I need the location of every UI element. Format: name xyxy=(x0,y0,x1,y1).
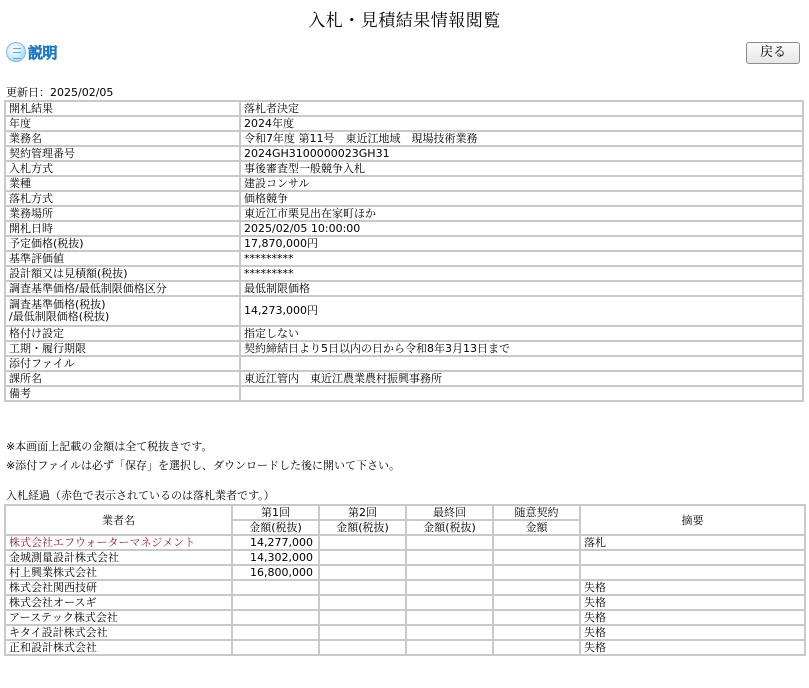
bid-round1 xyxy=(232,610,319,625)
bid-negotiated xyxy=(493,535,580,550)
bid-round2 xyxy=(319,565,406,580)
bid-negotiated xyxy=(493,595,580,610)
bid-history-table xyxy=(4,504,806,656)
bidder-name: アーステック株式会社 xyxy=(5,610,232,625)
bid-round1 xyxy=(232,580,319,595)
notes xyxy=(6,437,400,475)
info-label: 業務場所 xyxy=(5,206,240,221)
bid-row xyxy=(5,580,805,595)
bid-final xyxy=(406,580,493,595)
bidder-name: キタイ設計株式会社 xyxy=(5,625,232,640)
info-value: 指定しない xyxy=(240,326,803,341)
info-value: 最低制限価格 xyxy=(240,281,803,296)
info-value xyxy=(240,356,803,371)
bid-negotiated xyxy=(493,640,580,655)
page-title: 入札・見積結果情報閲覧 xyxy=(308,11,501,31)
info-label: 落札方式 xyxy=(5,191,240,206)
back-button[interactable]: 戻る xyxy=(746,42,800,64)
bidder-name: 株式会社関西技研 xyxy=(5,580,232,595)
bid-round2 xyxy=(319,550,406,565)
bid-final xyxy=(406,535,493,550)
info-row-bid-method xyxy=(5,161,803,176)
info-row-minimum-price xyxy=(5,296,803,326)
info-row-planned-price xyxy=(5,236,803,251)
note-tax: ※本画面上記載の金額は全て税抜きです。 xyxy=(6,440,213,453)
bid-round2 xyxy=(319,535,406,550)
info-value: 東近江管内 東近江農業農村振興事務所 xyxy=(240,371,803,386)
info-row-fiscal-year xyxy=(5,116,803,131)
bidder-name: 村上興業株式会社 xyxy=(5,565,232,580)
bidder-name: 正和設計株式会社 xyxy=(5,640,232,655)
bid-row xyxy=(5,625,805,640)
info-label xyxy=(5,296,240,326)
bid-round2 xyxy=(319,610,406,625)
header-company: 業者名 xyxy=(5,505,232,535)
bidder-name: 株式会社エフウォーターマネジメント xyxy=(5,535,232,550)
bid-negotiated xyxy=(493,610,580,625)
info-label: 調査基準価格/最低制限価格区分 xyxy=(5,281,240,296)
bid-round2 xyxy=(319,595,406,610)
help-label: 説明 xyxy=(28,43,58,62)
info-table xyxy=(4,100,804,402)
bid-history-caption: 入札経過（赤色で表示されているのは落札業者です。） xyxy=(6,489,275,502)
info-row-contract-number xyxy=(5,146,803,161)
info-value: ********* xyxy=(240,266,803,281)
info-label: 開札日時 xyxy=(5,221,240,236)
info-label: 工期・履行期限 xyxy=(5,341,240,356)
info-row-result xyxy=(5,101,803,116)
bid-remarks: 落札 xyxy=(580,535,805,550)
info-value: 価格競争 xyxy=(240,191,803,206)
bid-remarks: 失格 xyxy=(580,610,805,625)
header-round2: 第2回 xyxy=(319,505,406,520)
info-value: 17,870,000円 xyxy=(240,236,803,251)
bid-round2 xyxy=(319,580,406,595)
bidder-name: 金城測量設計株式会社 xyxy=(5,550,232,565)
header-remarks: 摘要 xyxy=(580,505,805,535)
info-label: 課所名 xyxy=(5,371,240,386)
header-final: 最終回 xyxy=(406,505,493,520)
note-attachment: ※添付ファイルは必ず「保存」を選択し、ダウンロードした後に開いて下さい。 xyxy=(6,459,400,472)
bid-round1: 14,277,000 xyxy=(232,535,319,550)
bid-round1 xyxy=(232,640,319,655)
info-value: 契約締結日より5日以内の日から令和8年3月13日まで xyxy=(240,341,803,356)
info-label: 備考 xyxy=(5,386,240,401)
bid-remarks: 失格 xyxy=(580,625,805,640)
info-value: 東近江市栗見出在家町ほか xyxy=(240,206,803,221)
bid-final xyxy=(406,625,493,640)
info-value: 14,273,000円 xyxy=(240,296,803,326)
info-row-industry xyxy=(5,176,803,191)
info-row-evaluation-value xyxy=(5,251,803,266)
info-row-opening-datetime xyxy=(5,221,803,236)
header-round1-amount: 金額(税抜) xyxy=(232,520,319,535)
info-label: 予定価格(税抜) xyxy=(5,236,240,251)
info-row-period xyxy=(5,341,803,356)
info-row-attachment xyxy=(5,356,803,371)
header-negotiated-amount: 金額 xyxy=(493,520,580,535)
header-negotiated: 随意契約 xyxy=(493,505,580,520)
info-row-design-amount xyxy=(5,266,803,281)
info-value: 2024GH3100000023GH31 xyxy=(240,146,803,161)
bid-round1 xyxy=(232,595,319,610)
bid-remarks: 失格 xyxy=(580,640,805,655)
bid-negotiated xyxy=(493,625,580,640)
bid-row xyxy=(5,550,805,565)
info-value: 落札者決定 xyxy=(240,101,803,116)
info-row-rating xyxy=(5,326,803,341)
bid-remarks: 失格 xyxy=(580,595,805,610)
bidder-name: 株式会社オースギ xyxy=(5,595,232,610)
bid-final xyxy=(406,610,493,625)
bid-row-winner xyxy=(5,535,805,550)
updated-date: 更新日：2025/02/05 xyxy=(6,86,114,99)
info-label: 年度 xyxy=(5,116,240,131)
info-row-office xyxy=(5,371,803,386)
bid-negotiated xyxy=(493,565,580,580)
info-label-line2: /最低制限価格(税抜) xyxy=(9,310,110,323)
header-round1: 第1回 xyxy=(232,505,319,520)
bid-final xyxy=(406,550,493,565)
info-value: 事後審査型一般競争入札 xyxy=(240,161,803,176)
bid-remarks: 失格 xyxy=(580,580,805,595)
bid-row xyxy=(5,595,805,610)
info-label: 設計額又は見積額(税抜) xyxy=(5,266,240,281)
header-final-amount: 金額(税抜) xyxy=(406,520,493,535)
bid-final xyxy=(406,640,493,655)
info-value: 令和7年度 第11号 東近江地域 現場技術業務 xyxy=(240,131,803,146)
bid-final xyxy=(406,595,493,610)
bid-header-row xyxy=(5,505,805,520)
info-label: 添付ファイル xyxy=(5,356,240,371)
bid-round1: 16,800,000 xyxy=(232,565,319,580)
document-icon xyxy=(6,42,26,62)
info-row-location xyxy=(5,206,803,221)
bid-round2 xyxy=(319,640,406,655)
bid-round1 xyxy=(232,625,319,640)
help-link[interactable] xyxy=(6,41,57,63)
info-value: 建設コンサル xyxy=(240,176,803,191)
info-row-award-method xyxy=(5,191,803,206)
info-label: 契約管理番号 xyxy=(5,146,240,161)
info-label: 基準評価値 xyxy=(5,251,240,266)
info-row-remarks xyxy=(5,386,803,401)
info-label: 業務名 xyxy=(5,131,240,146)
bid-remarks xyxy=(580,550,805,565)
bid-round2 xyxy=(319,625,406,640)
header-round2-amount: 金額(税抜) xyxy=(319,520,406,535)
bid-negotiated xyxy=(493,550,580,565)
bid-row xyxy=(5,610,805,625)
info-row-minimum-price-type xyxy=(5,281,803,296)
info-value: 2025/02/05 10:00:00 xyxy=(240,221,803,236)
info-label-line1: 調査基準価格(税抜) xyxy=(9,298,106,311)
info-label: 格付け設定 xyxy=(5,326,240,341)
info-label: 開札結果 xyxy=(5,101,240,116)
info-label: 入札方式 xyxy=(5,161,240,176)
bid-row xyxy=(5,640,805,655)
info-value xyxy=(240,386,803,401)
bid-remarks xyxy=(580,565,805,580)
bid-final xyxy=(406,565,493,580)
info-label: 業種 xyxy=(5,176,240,191)
bid-round1: 14,302,000 xyxy=(232,550,319,565)
bid-negotiated xyxy=(493,580,580,595)
info-value: 2024年度 xyxy=(240,116,803,131)
bid-row xyxy=(5,565,805,580)
info-row-project-name xyxy=(5,131,803,146)
info-value: ********* xyxy=(240,251,803,266)
